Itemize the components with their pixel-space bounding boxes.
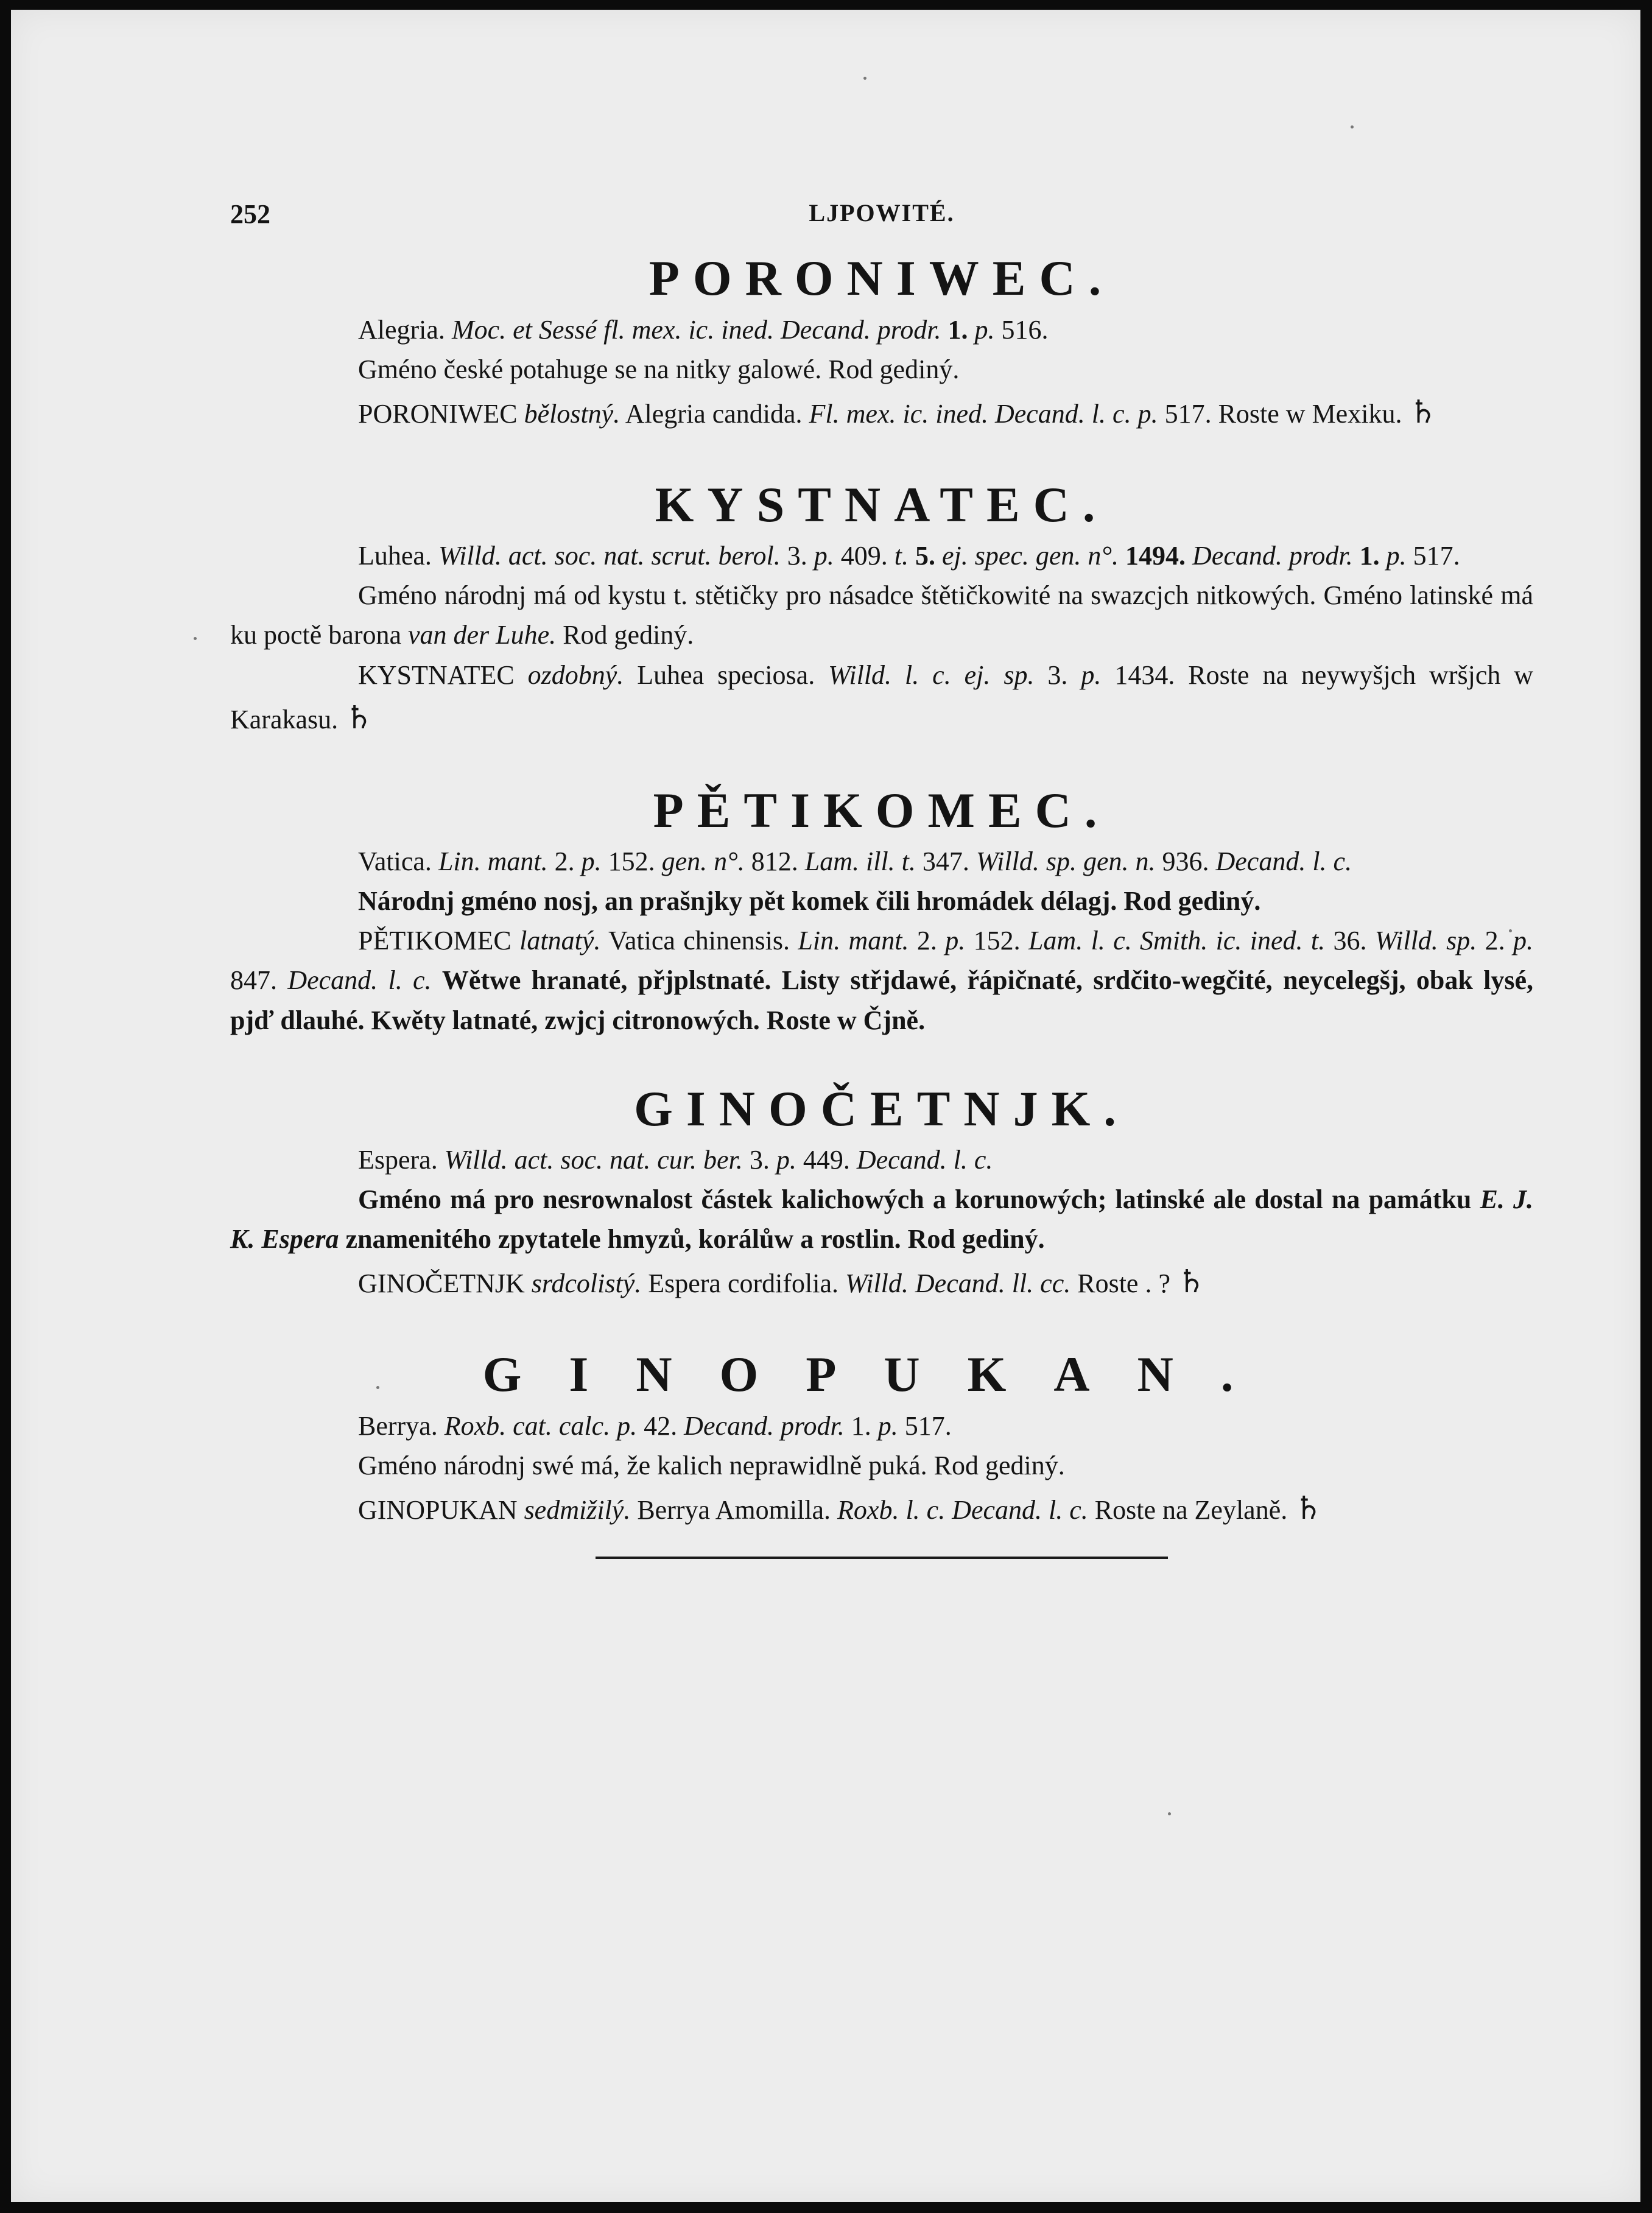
citation-volume: 1. [1359, 541, 1380, 571]
running-title: LJPOWITÉ. [809, 199, 955, 227]
etymology-paragraph [230, 575, 1533, 655]
genus-title: GINOČETNJK. [634, 1080, 1130, 1136]
citation: Decand. prodr. [684, 1410, 845, 1441]
citation-volume: 2. [554, 846, 575, 877]
citation: Decand. l. c. [1215, 846, 1352, 877]
citation: Lam. ill. t. [804, 846, 916, 877]
citation: Roxb. l. c. Decand. l. c. [837, 1495, 1088, 1525]
citation-volume: 2. [1485, 926, 1505, 956]
citation-page: 517. [904, 1410, 952, 1441]
genus-entry-poroniwec [230, 247, 1533, 436]
page-body [230, 192, 1533, 1597]
citation-page: 409. [840, 541, 888, 571]
species-latin-name: Alegria candida. [625, 398, 803, 429]
citation: Willd. sp. gen. n. [975, 846, 1156, 877]
citation: Willd. l. c. ej. sp. [828, 660, 1035, 690]
closing-rule [596, 1557, 1168, 1559]
species-epithet: latnatý. [519, 926, 601, 956]
species-paragraph [230, 1485, 1533, 1532]
species-paragraph [230, 389, 1533, 436]
book-page [11, 10, 1640, 2202]
citation: p. [945, 926, 966, 956]
citation: p. [776, 1145, 796, 1175]
species-latin-name: Berrya Amomilla. [637, 1495, 831, 1525]
citation: Decand. l. c. [287, 965, 432, 996]
citation-plate: 347. [922, 846, 969, 877]
citation: Lin. mant. [798, 926, 909, 956]
species-epithet: sedmižilý. [524, 1495, 631, 1525]
species-czech-name: PORONIWEC [358, 398, 518, 429]
genus-entry-ginocetnjk [230, 1078, 1533, 1306]
genus-title: PORONIWEC. [648, 250, 1115, 306]
genus-latin-name: Vatica. [358, 846, 432, 877]
citation: Willd. sp. [1374, 926, 1477, 956]
species-description: 517. Roste w Mexiku. [1164, 398, 1402, 429]
citation: p. [581, 846, 602, 877]
species-paragraph [230, 655, 1533, 742]
citation: Lin. mant. [438, 846, 548, 877]
species-epithet: ozdobný. [527, 660, 624, 690]
honoree-name: van der Luhe. [408, 620, 557, 650]
citation: p. [814, 541, 834, 571]
shrub-symbol-icon: ♄ [1177, 1263, 1206, 1301]
citation: p. [877, 1410, 898, 1441]
page-number: 252 [230, 199, 270, 229]
citation: Willd. act. soc. nat. cur. ber. [444, 1145, 743, 1175]
genus-entry-ginopukan [230, 1343, 1533, 1559]
citation: Decand. l. c. [856, 1145, 993, 1175]
species-description: Wětwe hranaté, přjplstnaté. Listy střjdawé, řápičnaté, srdčito-wegčité, neycelegšj, obak lysé, pjď dlauhé. Kwěty latnaté, zwjcj citronowých. Roste w Čjně. [230, 965, 1534, 1035]
shrub-symbol-icon: ♄ [345, 698, 373, 736]
citation-number: 936. [1162, 846, 1209, 877]
synonymy-paragraph [230, 1140, 1533, 1180]
shrub-symbol-icon: ♄ [1294, 1490, 1323, 1527]
citation-volume: 2. [916, 926, 937, 956]
etymology-paragraph: Gméno národnj swé má, že kalich neprawidlně puká. Rod gediný. [358, 1451, 1065, 1480]
synonymy-paragraph [230, 536, 1533, 575]
citation: ej. spec. gen. n°. [941, 541, 1119, 571]
species-czech-name: GINOPUKAN [358, 1495, 518, 1525]
etymology-paragraph: Národnj gméno nosj, an prašnjky pět komek čili hromádek délagj. Rod gediný. [358, 886, 1261, 917]
citation: Willd. Decand. ll. cc. [845, 1268, 1071, 1299]
paper-speck [194, 637, 197, 640]
genus-title: PĚTIKOMEC. [653, 782, 1111, 838]
citation-volume: 1. [851, 1410, 871, 1441]
species-czech-name: KYSTNATEC [358, 660, 515, 690]
citation: p. [1386, 541, 1407, 571]
citation-volume: 3. [787, 541, 807, 571]
citation-page: 847. [230, 965, 277, 996]
citation: p. [974, 314, 995, 345]
citation: Willd. act. soc. nat. scrut. berol. [438, 541, 781, 571]
citation-page: 152. [608, 846, 655, 877]
citation-page: 516. [1001, 314, 1049, 345]
species-description: Roste na Zeylaně. [1094, 1495, 1288, 1525]
genus-title: KYSTNATEC. [655, 476, 1109, 532]
genus-latin-name: Espera. [358, 1145, 438, 1175]
species-latin-name: Luhea speciosa. [637, 660, 815, 690]
citation-plate: 5. [915, 541, 935, 571]
citation-page: 449. [803, 1145, 850, 1175]
citation-plate: 36. [1333, 926, 1367, 956]
citation: gen. n°. [661, 846, 745, 877]
species-epithet: bělostný. [524, 398, 620, 429]
paper-speck [1168, 1812, 1171, 1815]
citation: p. [1081, 660, 1102, 690]
etymology-text: Rod gediný. [563, 620, 694, 650]
citation-number: 1494. [1125, 541, 1186, 571]
citation-page: 517. [1413, 541, 1460, 571]
species-paragraph [230, 1259, 1533, 1306]
species-epithet: srdcolistý. [531, 1268, 642, 1299]
citation: t. [894, 541, 909, 571]
genus-latin-name: Berrya. [358, 1410, 438, 1441]
synonymy-paragraph [230, 842, 1533, 881]
etymology-paragraph [230, 1180, 1533, 1259]
genus-latin-name: Alegria. [358, 314, 445, 345]
species-description: Roste . ? [1077, 1268, 1170, 1299]
citation-page: 42. [644, 1410, 678, 1441]
citation: Moc. et Sessé fl. mex. ic. ined. Decand. prodr. [451, 314, 941, 345]
etymology-text: znamenitého zpytatele hmyzů, korálůw a rostlin. Rod gediný. [345, 1224, 1045, 1254]
species-description: 1434. Roste na neywyšjch wršjch w Karakasu. [230, 660, 1534, 734]
genus-latin-name: Luhea. [358, 541, 432, 571]
citation: Lam. l. c. Smith. ic. ined. t. [1028, 926, 1326, 956]
citation: p. [1513, 926, 1534, 956]
citation-page: 152. [973, 926, 1021, 956]
etymology-paragraph: Gméno české potahuge se na nitky galowé. Rod gediný. [358, 354, 960, 384]
genus-entry-kystnatec [230, 474, 1533, 742]
species-czech-name: PĚTIKOMEC [358, 926, 511, 956]
citation: Decand. prodr. [1192, 541, 1353, 571]
citation: Fl. mex. ic. ined. Decand. l. c. p. [809, 398, 1158, 429]
etymology-text: Gméno má pro nesrownalost částek kalichowých a korunowých; latinské ale dostal na památku [358, 1184, 1472, 1215]
synonymy-paragraph [230, 1406, 1533, 1446]
running-head [230, 192, 1533, 247]
shrub-symbol-icon: ♄ [1408, 393, 1438, 431]
etymology-text: Gméno národnj má od kystu t. stětičky pro násadce štětičkowité na swazcjch nitkowých. Gméno latinské má ku poctě barona [230, 580, 1533, 650]
citation-volume: 3. [749, 1145, 770, 1175]
genus-entry-petikomec [230, 779, 1533, 1040]
honoree-name: E. J. K. Espera [230, 1184, 1533, 1254]
citation-volume: 1. [947, 314, 968, 345]
species-latin-name: Espera cordifolia. [648, 1268, 838, 1299]
species-latin-name: Vatica chinensis. [608, 926, 790, 956]
species-czech-name: GINOČETNJK [358, 1268, 525, 1299]
citation: Roxb. cat. calc. p. [444, 1410, 638, 1441]
paper-speck [863, 77, 866, 80]
citation-number: 812. [751, 846, 798, 877]
synonymy-paragraph [230, 310, 1533, 350]
species-paragraph [230, 921, 1533, 1040]
citation-volume: 3. [1047, 660, 1068, 690]
genus-title: GINOPUKAN. [482, 1346, 1281, 1402]
paper-speck [1351, 125, 1354, 128]
